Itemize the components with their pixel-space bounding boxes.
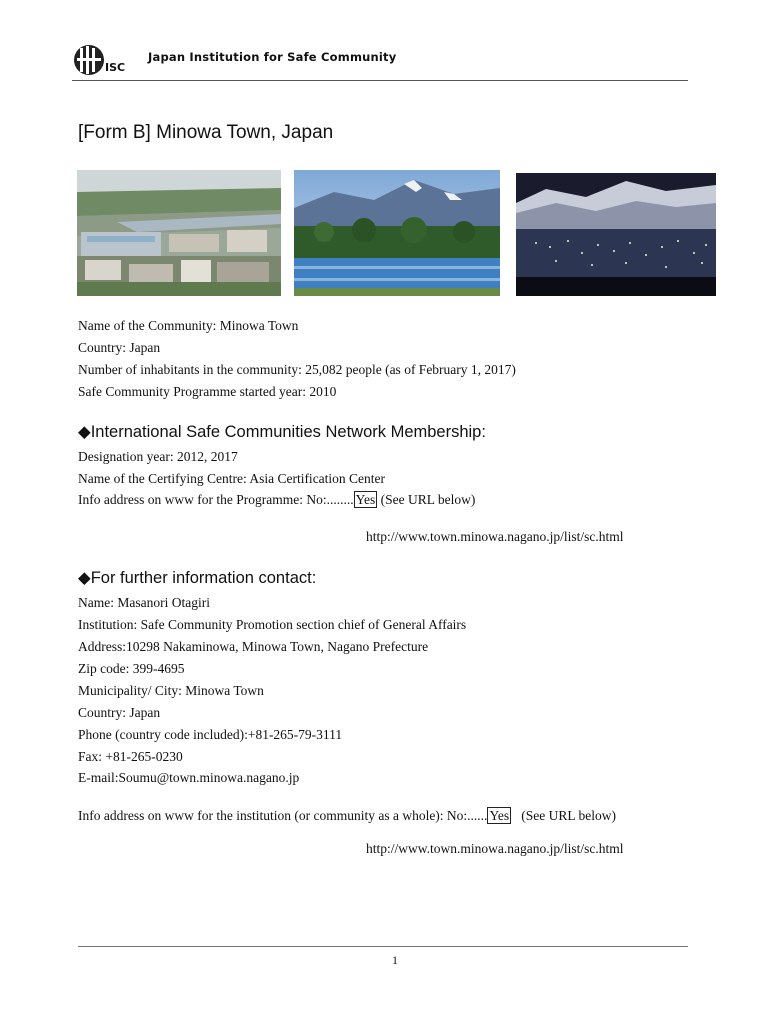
community-country: Country: Japan (78, 340, 161, 355)
town-aerial-photo (77, 170, 281, 296)
contact-email[interactable]: E-mail:Soumu@town.minowa.nagano.jp (78, 770, 300, 785)
footer-divider (78, 946, 688, 947)
membership-heading: ◆International Safe Communities Network Membership: (78, 423, 486, 441)
jisc-logo-icon (72, 42, 128, 78)
contact-phone: Phone (country code included):+81-265-79-3111 (78, 727, 343, 742)
certifying-centre: Name of the Certifying Centre: Asia Certification Center (78, 471, 386, 486)
contact-address: Address:10298 Nakaminowa, Minowa Town, Nagano Prefecture (78, 639, 429, 654)
contact-country: Country: Japan (78, 705, 161, 720)
programme-start-year: Safe Community Programme started year: 2010 (78, 384, 337, 399)
contact-zip: Zip code: 399-4695 (78, 661, 185, 676)
community-name: Name of the Community: Minowa Town (78, 318, 299, 333)
page-number: 1 (392, 953, 398, 967)
contact-institution: Institution: Safe Community Promotion section chief of General Affairs (78, 617, 467, 632)
programme-info-yes: Yes (355, 492, 376, 507)
community-inhabitants: Number of inhabitants in the community: 25,082 people (as of February 1, 2017) (78, 362, 516, 377)
header-divider (72, 80, 688, 81)
programme-info-prefix: Info address on www for the Programme: No:........ (78, 492, 354, 507)
contact-municipality: Municipality/ City: Minowa Town (78, 683, 264, 698)
contact-name: Name: Masanori Otagiri (78, 595, 210, 610)
institution-info-yes: Yes (489, 808, 510, 823)
contact-fax: Fax: +81-265-0230 (78, 749, 183, 764)
night-town-photo (516, 173, 716, 296)
designation-year: Designation year: 2012, 2017 (78, 449, 238, 464)
programme-info-suffix: (See URL below) (377, 492, 476, 507)
institution-info-suffix: (See URL below) (511, 808, 616, 823)
institution-url[interactable]: http://www.town.minowa.nagano.jp/list/sc.html (366, 841, 624, 856)
institution-info-prefix: Info address on www for the institution (or community as a whole): No:...... (78, 808, 488, 823)
programme-info-address (78, 492, 475, 508)
organization-name: Japan Institution for Safe Community (148, 50, 397, 64)
page-title: [Form B] Minowa Town, Japan (78, 122, 334, 143)
contact-heading: ◆For further information contact: (78, 569, 317, 587)
page-header (72, 40, 688, 82)
mountain-rice-field-photo (294, 170, 500, 296)
logo-text: ISC (105, 61, 126, 74)
institution-info-address (78, 808, 616, 824)
programme-url[interactable]: http://www.town.minowa.nagano.jp/list/sc.html (366, 529, 624, 544)
